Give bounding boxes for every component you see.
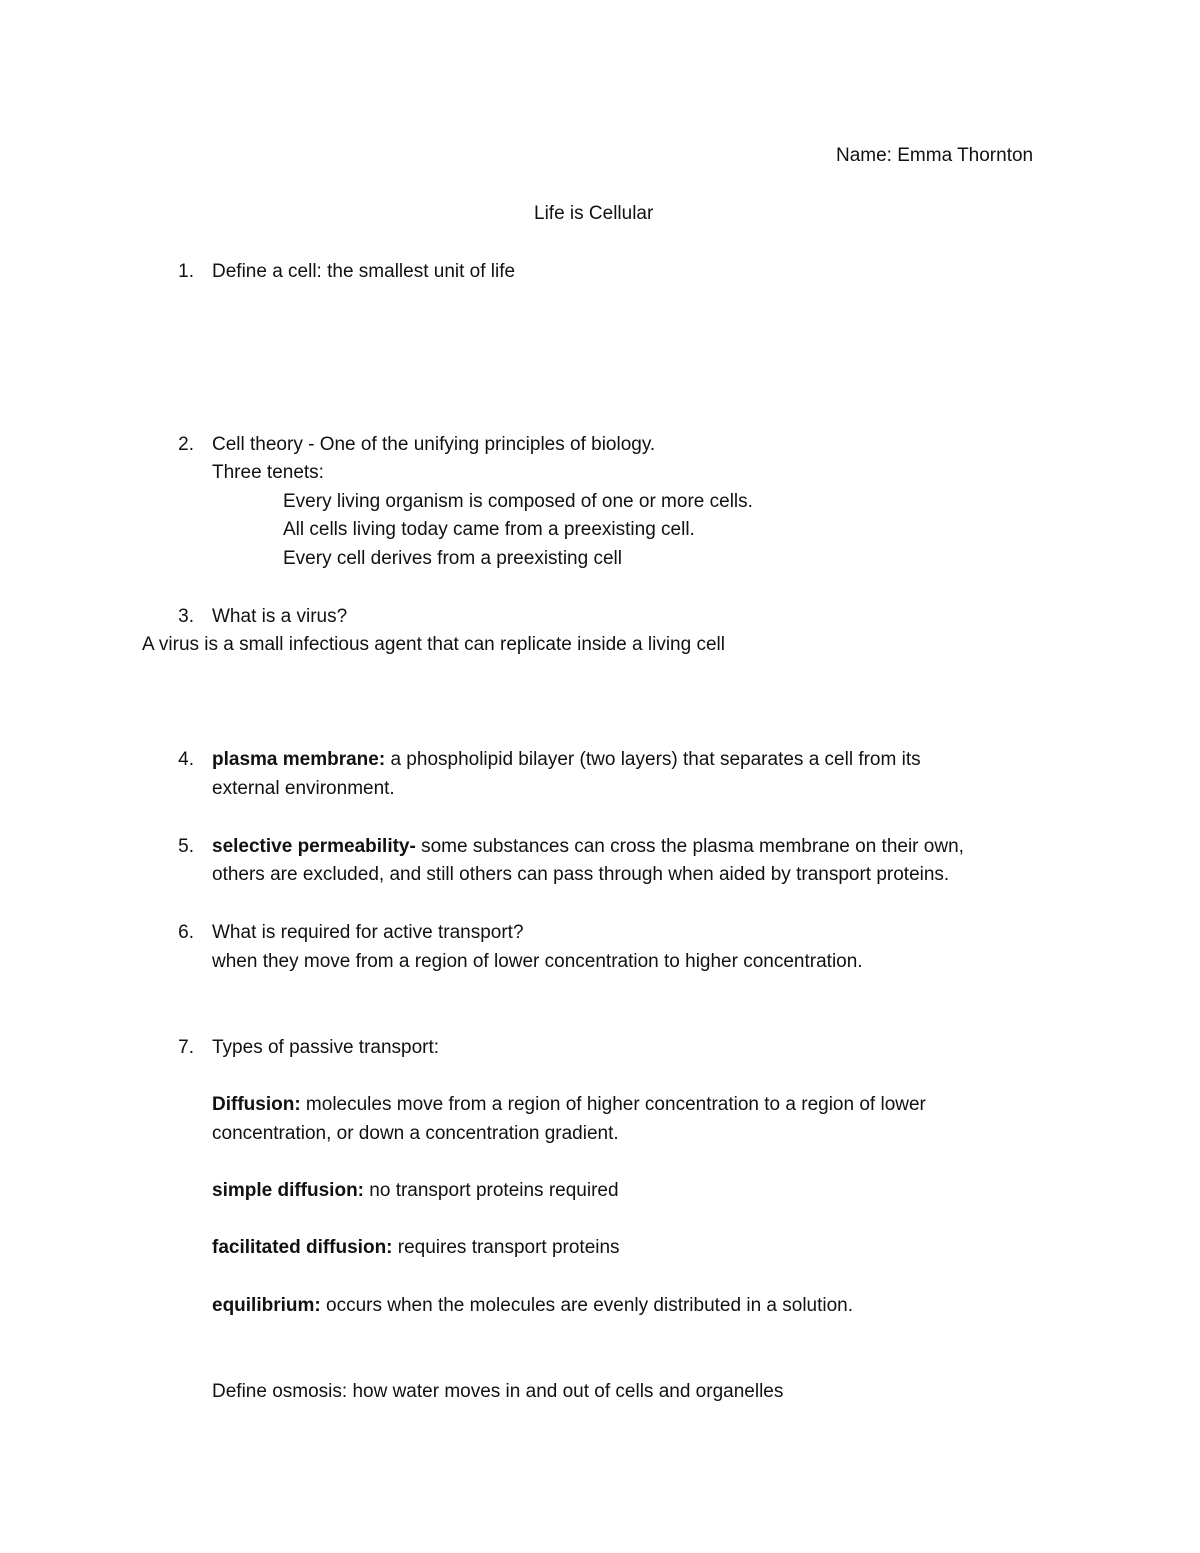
osmosis-line: Define osmosis: how water moves in and out of cells and organelles xyxy=(212,1381,784,1402)
q2-subheading: Three tenets: xyxy=(212,462,324,483)
q5-definition-part1: some substances can cross the plasma membrane on their own, xyxy=(415,836,964,857)
q7-heading: Types of passive transport: xyxy=(212,1037,440,1058)
diffusion-line-2: concentration, or down a concentration gradient. xyxy=(212,1123,619,1144)
term-simple-diffusion: simple diffusion: xyxy=(212,1180,364,1201)
item-number-1: 1. xyxy=(178,261,194,282)
diffusion-line-1 xyxy=(212,1093,926,1117)
q3-question: What is a virus? xyxy=(212,606,348,627)
simple-diffusion-definition: no transport proteins required xyxy=(364,1180,619,1201)
q4-line-2: external environment. xyxy=(212,778,395,799)
q1-text: Define a cell: the smallest unit of life xyxy=(212,261,516,282)
simple-diffusion-line xyxy=(212,1179,619,1203)
tenet-2: All cells living today came from a preexisting cell. xyxy=(283,519,695,540)
q5-line-2: others are excluded, and still others can pass through when aided by transport proteins. xyxy=(212,864,950,885)
item-number-2: 2. xyxy=(178,434,194,455)
item-number-7: 7. xyxy=(178,1037,194,1058)
item-number-6: 6. xyxy=(178,922,194,943)
equilibrium-definition: occurs when the molecules are evenly distributed in a solution. xyxy=(320,1295,854,1316)
page-title: Life is Cellular xyxy=(534,203,654,224)
tenet-1: Every living organism is composed of one or more cells. xyxy=(283,491,753,512)
student-name: Name: Emma Thornton xyxy=(836,145,1034,166)
term-facilitated-diffusion: facilitated diffusion: xyxy=(212,1237,393,1258)
q5-line-1 xyxy=(212,835,964,859)
q6-answer: when they move from a region of lower concentration to higher concentration. xyxy=(212,951,863,972)
diffusion-definition-part1: molecules move from a region of higher concentration to a region of lower xyxy=(300,1094,926,1115)
facilitated-diffusion-line xyxy=(212,1236,620,1260)
q3-answer: A virus is a small infectious agent that can replicate inside a living cell xyxy=(142,634,725,655)
q4-line-1 xyxy=(212,748,921,772)
item-number-3: 3. xyxy=(178,606,194,627)
term-diffusion: Diffusion: xyxy=(212,1094,301,1115)
tenet-3: Every cell derives from a preexisting cell xyxy=(283,548,622,569)
item-number-4: 4. xyxy=(178,749,194,770)
q6-question: What is required for active transport? xyxy=(212,922,524,943)
q2-text: Cell theory - One of the unifying principles of biology. xyxy=(212,434,656,455)
q4-definition-part1: a phospholipid bilayer (two layers) that separates a cell from its xyxy=(385,749,921,770)
term-selective-permeability: selective permeability- xyxy=(212,836,416,857)
term-equilibrium: equilibrium: xyxy=(212,1295,321,1316)
term-plasma-membrane: plasma membrane: xyxy=(212,749,386,770)
facilitated-diffusion-definition: requires transport proteins xyxy=(392,1237,620,1258)
item-number-5: 5. xyxy=(178,836,194,857)
equilibrium-line xyxy=(212,1294,853,1318)
